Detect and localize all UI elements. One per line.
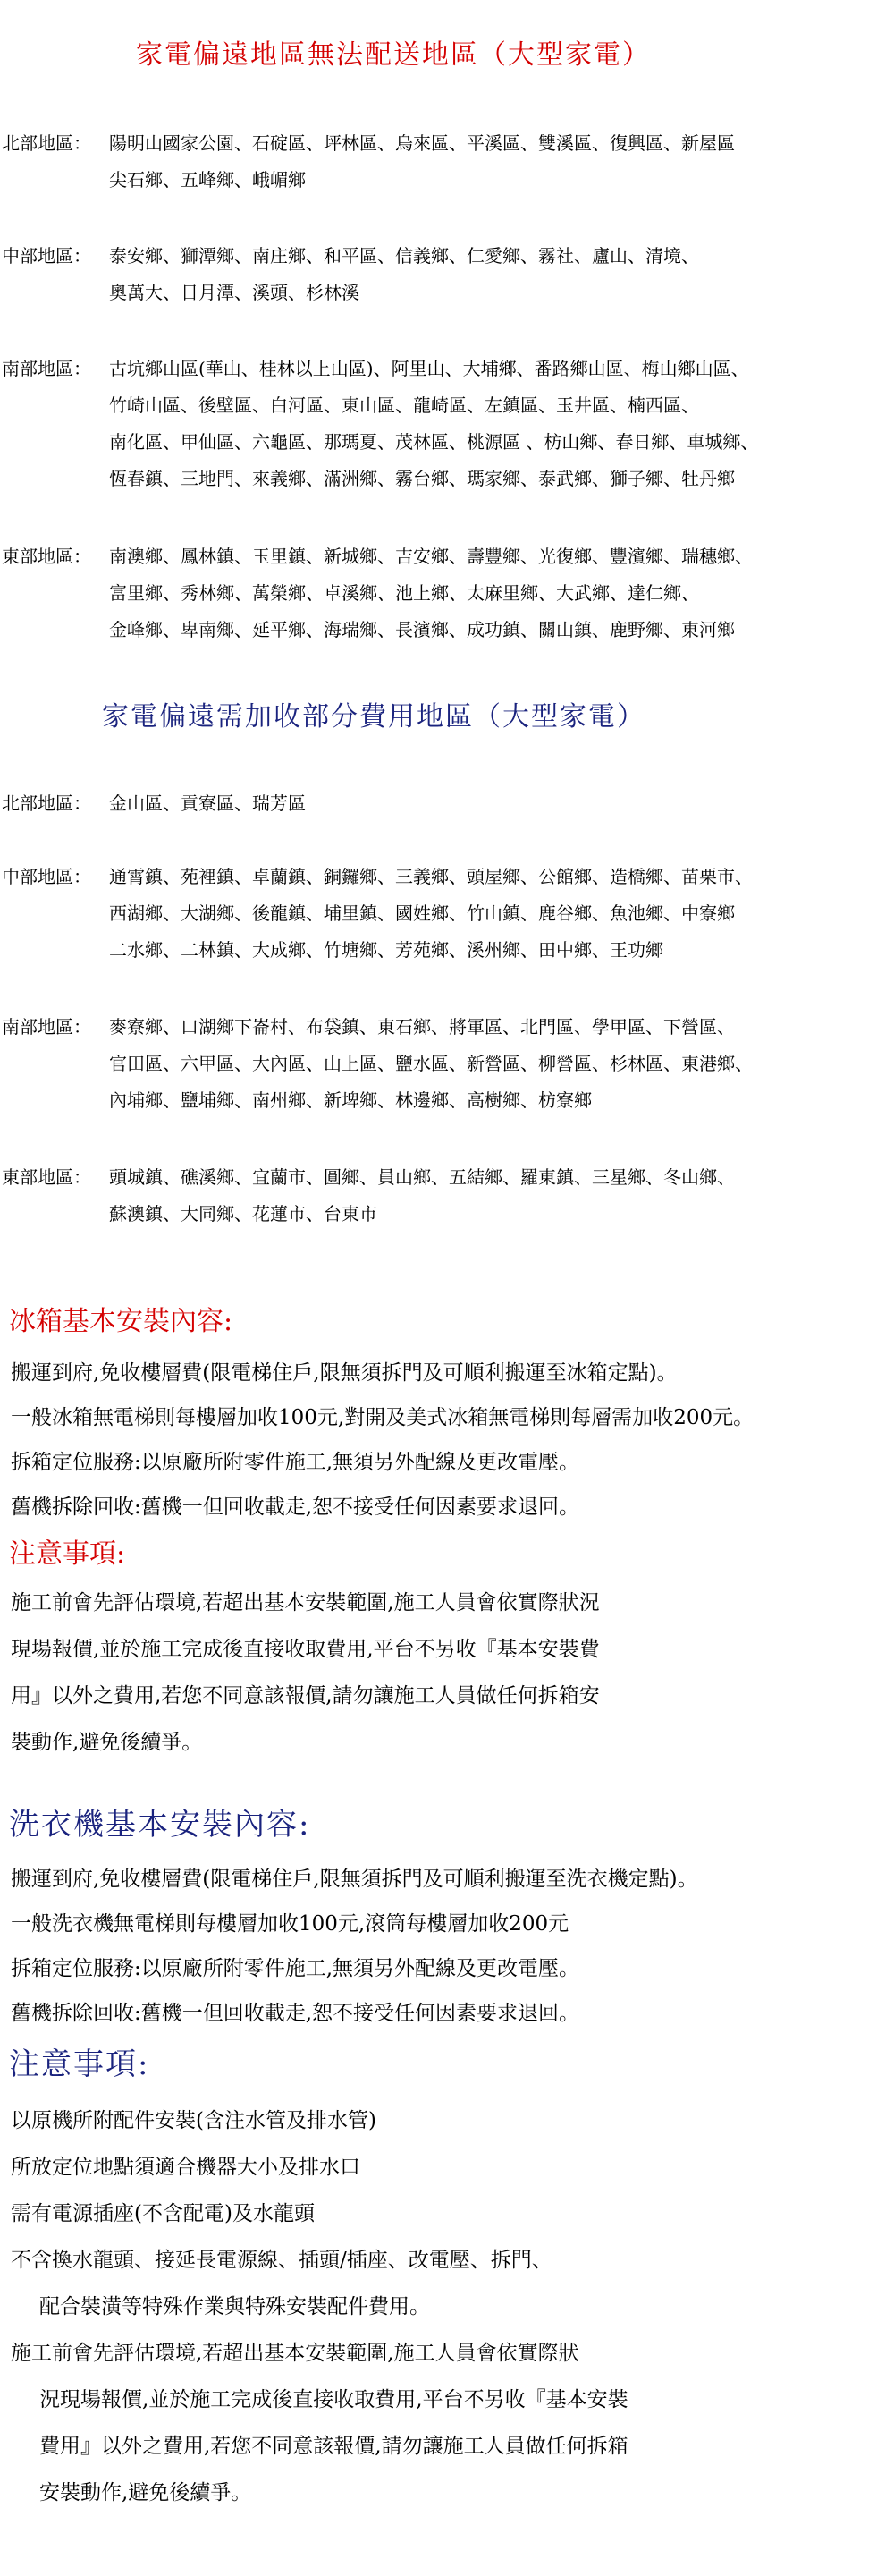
region-area-line: 金山區、貢寮區、瑞芳區 [109, 792, 306, 814]
washer-notice-heading: 注意事項: [9, 2046, 150, 2082]
region-area-line: 南化區、甲仙區、六龜區、那瑪夏、茂林區、桃源區 、枋山鄉、春日鄉、車城鄉、 [109, 431, 759, 453]
region-area-line: 奧萬大、日月潭、溪頭、杉林溪 [109, 282, 359, 303]
region-label: 北部地區： [2, 792, 91, 814]
notice-item-continuation: 配合裝潢等特殊作業與特殊安裝配件費用。 [39, 2295, 430, 2318]
region-area-line: 竹崎山區、後壁區、白河區、東山區、龍崎區、左鎮區、玉井區、楠西區、 [109, 394, 699, 416]
washer-notice-content [11, 2097, 887, 2516]
region-areas [109, 859, 894, 969]
region-label: 南部地區： [2, 1016, 91, 1038]
text-line: 舊機拆除回收:舊機一但回收載走,恕不接受任何因素要求退回。 [11, 2002, 580, 2025]
region-area-line: 古坑鄉山區(華山、桂林以上山區)、阿里山、大埔鄉、番路鄉山區、梅山鄉山區、 [109, 358, 749, 379]
notice-item: 施工前會先評估環境,若超出基本安裝範圍,施工人員會依實際狀 [11, 2342, 579, 2365]
text-line: 搬運到府,免收樓層費(限電梯住戶,限無須拆門及可順利搬運至冰箱定點)。 [11, 1361, 678, 1385]
region-area-line: 金峰鄉、卑南鄉、延平鄉、海瑞鄉、長濱鄉、成功鎮、關山鎮、鹿野鄉、東河鄉 [109, 619, 735, 640]
region-label: 中部地區： [2, 866, 91, 887]
region-area-line: 蘇澳鎮、大同鄉、花蓮市、台東市 [109, 1203, 377, 1224]
region-area-line: 二水鄉、二林鎮、大成鄉、竹塘鄉、芳苑鄉、溪州鄉、田中鄉、王功鄉 [109, 939, 663, 961]
notice-item-continuation: 安裝動作,避免後續爭。 [39, 2481, 252, 2504]
notice-item-continuation: 費用』以外之費用,若您不同意該報價,請勿讓施工人員做任何拆箱 [39, 2435, 628, 2458]
washer-install-heading: 洗衣機基本安裝內容: [9, 1807, 311, 1843]
region-area-line: 南澳鄉、鳳林鎮、玉里鎮、新城鄉、吉安鄉、壽豐鄉、光復鄉、豐濱鄉、瑞穗鄉、 [109, 546, 753, 567]
region-area-line: 麥寮鄉、口湖鄉下崙村、布袋鎮、東石鄉、將軍區、北門區、學甲區、下營區、 [109, 1016, 735, 1038]
text-line: 施工前會先評估環境,若超出基本安裝範圍,施工人員會依實際狀況 [11, 1591, 600, 1614]
region-area-line: 通霄鎮、苑裡鎮、卓蘭鎮、銅鑼鄉、三義鄉、頭屋鄉、公館鄉、造橋鄉、苗栗市、 [109, 866, 753, 887]
fridge-notice-heading: 注意事項: [9, 1538, 126, 1570]
notice-item: 所放定位地點須適合機器大小及排水口 [11, 2156, 360, 2179]
no-delivery-heading: 家電偏遠地區無法配送地區（大型家電） [136, 39, 651, 71]
region-area-line: 內埔鄉、鹽埔鄉、南州鄉、新埤鄉、林邊鄉、高樹鄉、枋寮鄉 [109, 1089, 592, 1111]
region-areas [109, 1009, 894, 1119]
text-line: 一般冰箱無電梯則每樓層加收100元,對開及美式冰箱無電梯則每層需加收200元。 [11, 1406, 755, 1429]
notice-item: 需有電源插座(不含配電)及水龍頭 [11, 2202, 315, 2225]
region-areas [109, 238, 894, 311]
region-areas [109, 1159, 894, 1233]
text-line: 搬運到府,免收樓層費(限電梯住戶,限無須拆門及可順利搬運至洗衣機定點)。 [11, 1868, 698, 1891]
region-label: 中部地區： [2, 245, 91, 267]
notice-item: 不含換水龍頭、接延長電源線、插頭/插座、改電壓、拆門、 [11, 2249, 552, 2272]
fridge-install-content [11, 1351, 887, 1530]
region-area-line: 官田區、六甲區、大內區、山上區、鹽水區、新營區、柳營區、杉林區、東港鄉、 [109, 1053, 753, 1074]
notice-item-continuation: 況現場報價,並於施工完成後直接收取費用,平台不另收『基本安裝 [39, 2388, 628, 2411]
region-area-line: 富里鄉、秀林鄉、萬榮鄉、卓溪鄉、池上鄉、太麻里鄉、大武鄉、達仁鄉、 [109, 582, 699, 604]
region-area-line: 泰安鄉、獅潭鄉、南庄鄉、和平區、信義鄉、仁愛鄉、霧社、廬山、清境、 [109, 245, 699, 267]
text-line: 現場報價,並於施工完成後直接收取費用,平台不另收『基本安裝費 [11, 1638, 600, 1661]
region-label: 北部地區： [2, 132, 91, 154]
region-label: 南部地區： [2, 358, 91, 379]
region-areas [109, 125, 894, 199]
region-area-line: 恆春鎮、三地門、來義鄉、滿洲鄉、霧台鄉、瑪家鄉、泰武鄉、獅子鄉、牡丹鄉 [109, 468, 735, 489]
fridge-notice-content [11, 1580, 887, 1766]
fridge-install-heading: 冰箱基本安裝內容: [9, 1306, 233, 1337]
text-line: 拆箱定位服務:以原廠所附零件施工,無須另外配線及更改電壓。 [11, 1957, 580, 1980]
region-area-line: 西湖鄉、大湖鄉、後龍鎮、埔里鎮、國姓鄉、竹山鎮、鹿谷鄉、魚池鄉、中寮鄉 [109, 902, 735, 924]
region-areas [109, 785, 894, 822]
region-areas [109, 538, 894, 648]
text-line: 裝動作,避免後續爭。 [11, 1731, 203, 1754]
text-line: 拆箱定位服務:以原廠所附零件施工,無須另外配線及更改電壓。 [11, 1451, 580, 1474]
text-line: 用』以外之費用,若您不同意該報價,請勿讓施工人員做任何拆箱安 [11, 1684, 600, 1707]
surcharge-heading: 家電偏遠需加收部分費用地區（大型家電） [102, 701, 645, 733]
region-areas [109, 351, 894, 497]
region-area-line: 尖石鄉、五峰鄉、峨嵋鄉 [109, 169, 306, 191]
region-label: 東部地區： [2, 1166, 91, 1188]
notice-item: 以原機所附配件安裝(含注水管及排水管) [11, 2109, 376, 2132]
text-line: 舊機拆除回收:舊機一但回收載走,恕不接受任何因素要求退回。 [11, 1496, 580, 1519]
region-area-line: 頭城鎮、礁溪鄉、宜蘭市、圓鄉、員山鄉、五結鄉、羅東鎮、三星鄉、冬山鄉、 [109, 1166, 735, 1188]
washer-install-content [11, 1857, 887, 2036]
region-label: 東部地區： [2, 546, 91, 567]
text-line: 一般洗衣機無電梯則每樓層加收100元,滾筒每樓層加收200元 [11, 1912, 569, 1936]
region-area-line: 陽明山國家公園、石碇區、坪林區、烏來區、平溪區、雙溪區、復興區、新屋區 [109, 132, 735, 154]
